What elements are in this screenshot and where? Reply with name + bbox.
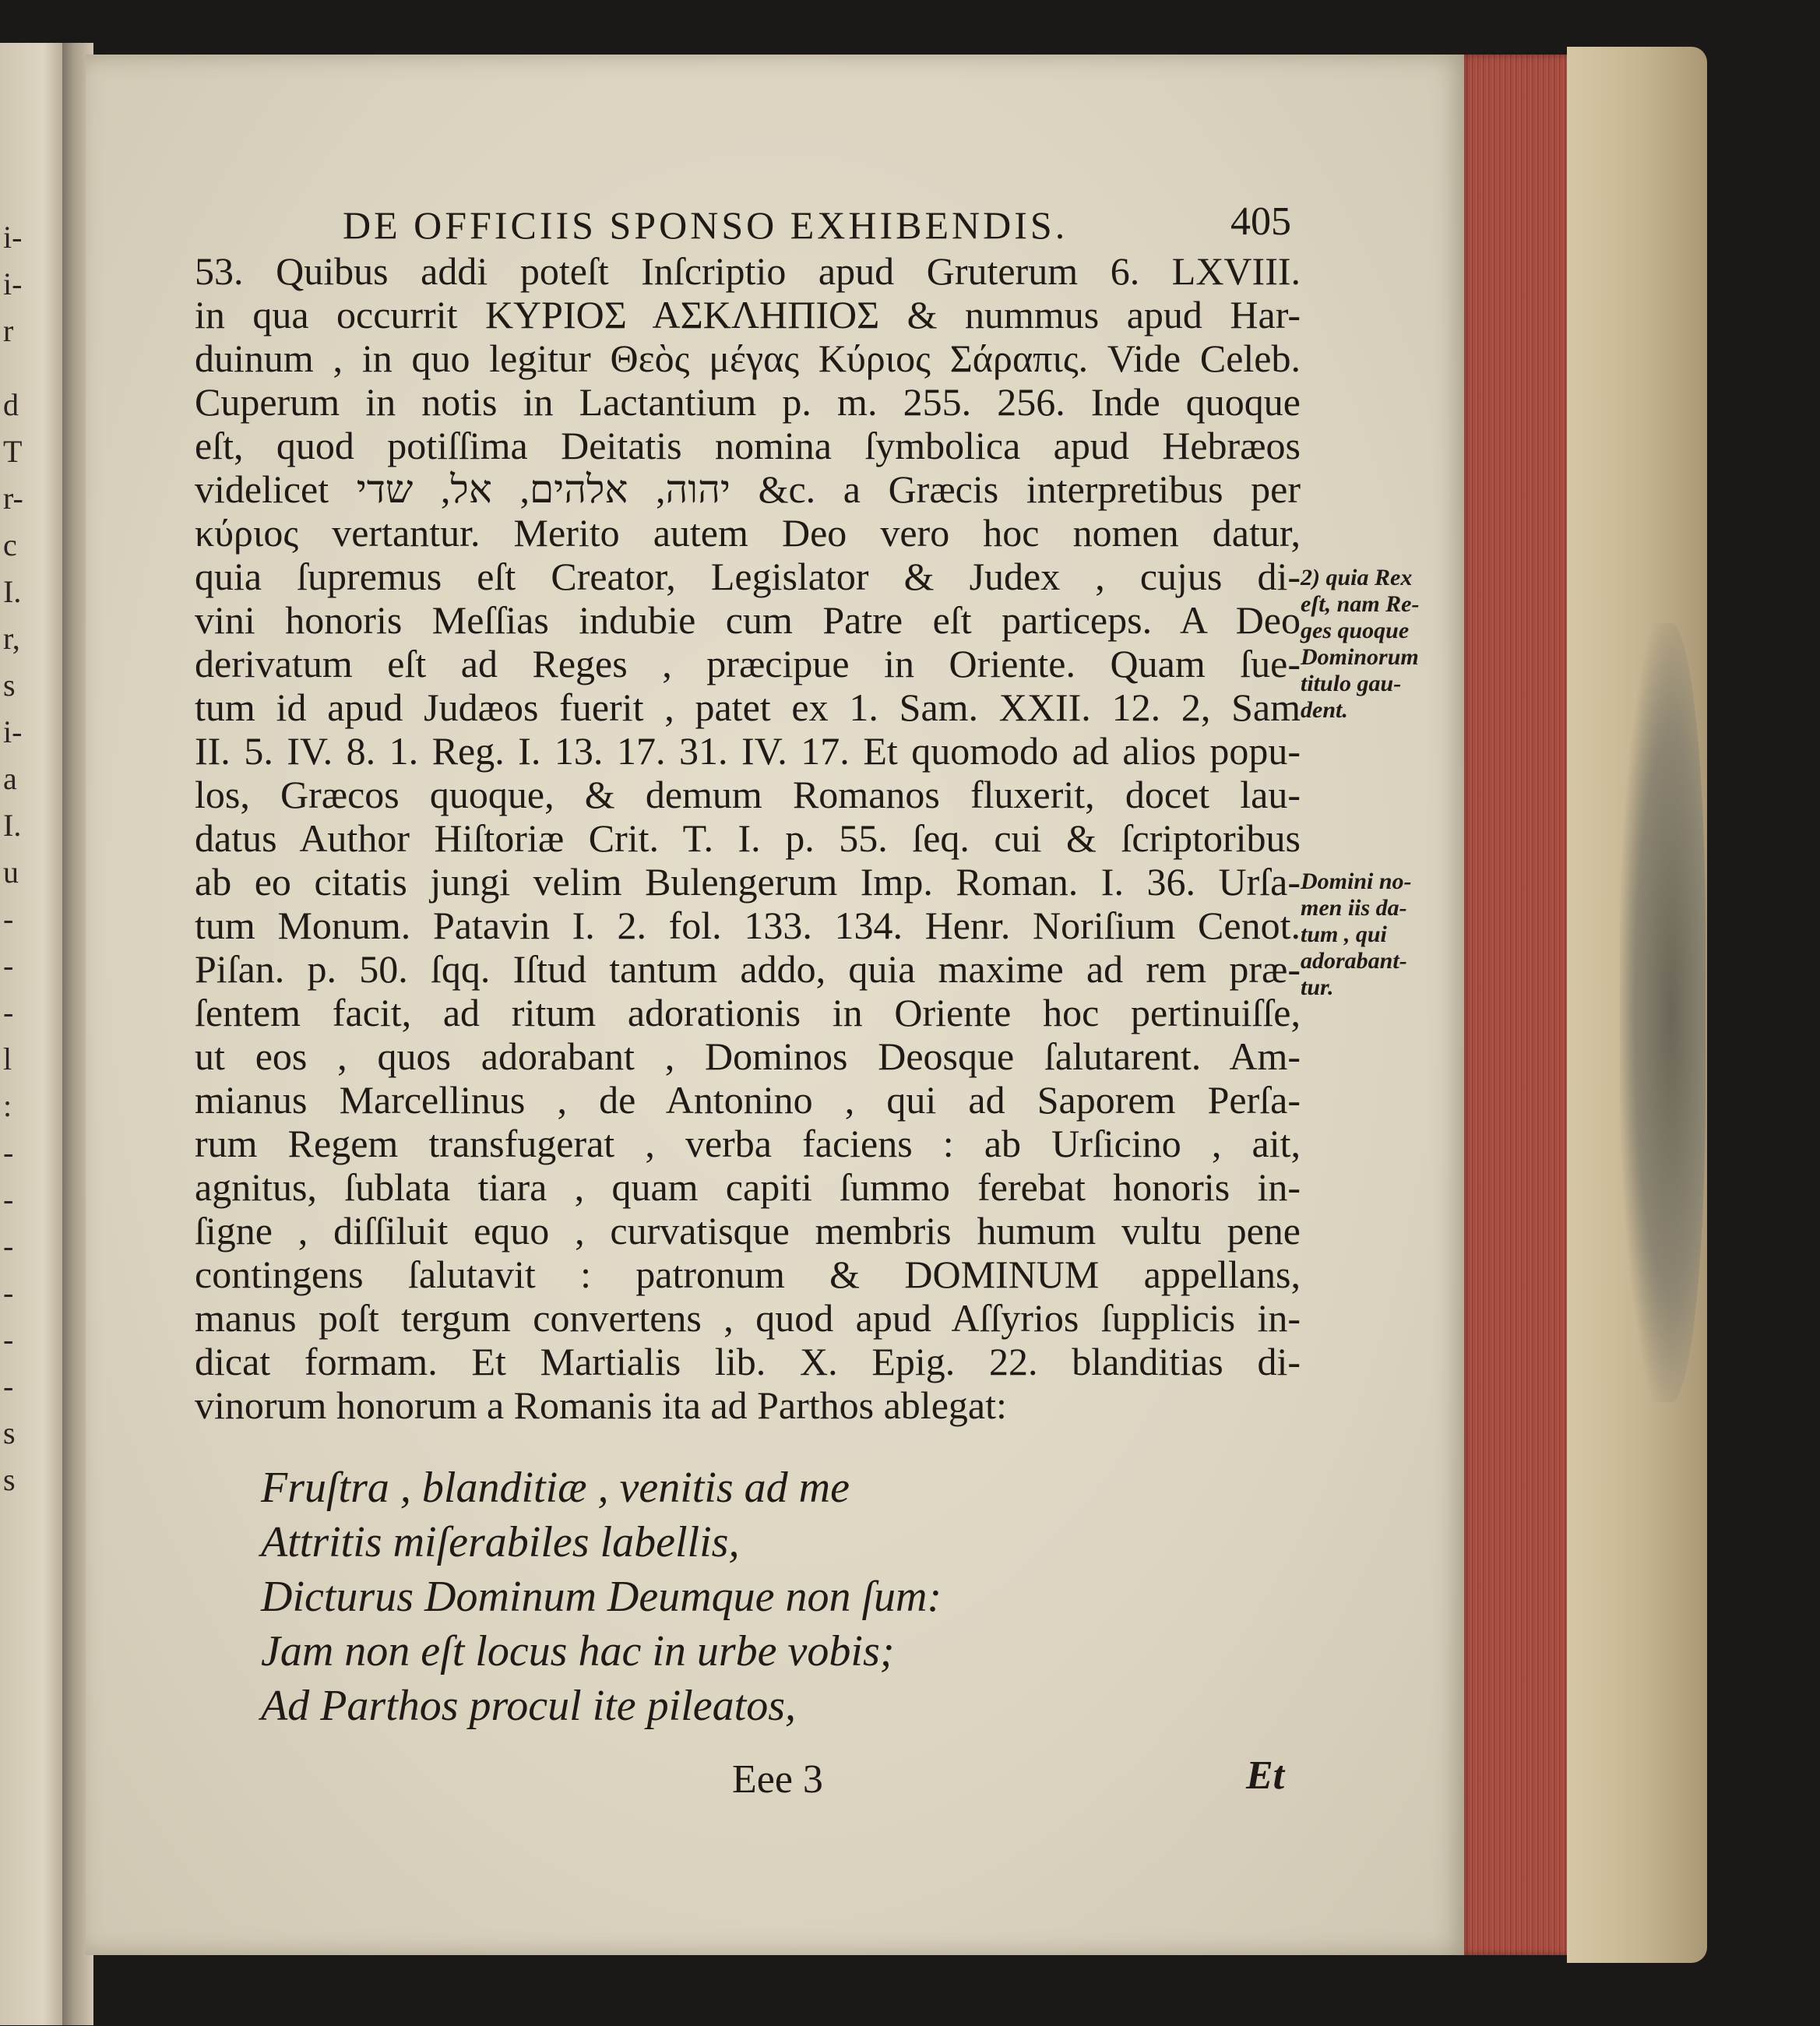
left-page-fragment: r, <box>3 621 20 656</box>
left-page-fragment: - <box>3 1228 14 1263</box>
body-line: II. 5. IV. 8. 1. Reg. I. 13. 17. 31. IV. 17. Et quomodo ad alios popu- <box>195 729 1301 773</box>
left-page-fragment: s <box>3 668 16 703</box>
running-title: DE OFFICIIS SPONSO EXHIBENDIS. <box>343 203 1068 247</box>
margin-note-line: titulo gau- <box>1301 671 1402 696</box>
left-page-fragment: : <box>3 1088 12 1123</box>
verse-line: Fruſtra , blanditiæ , venitis ad me <box>261 1464 850 1512</box>
verse-line: Dicturus Dominum Deumque non ſum: <box>261 1573 942 1621</box>
left-page-fragment: r <box>3 313 14 348</box>
left-page-fragment: s <box>3 1462 16 1497</box>
margin-note-line: Dominorum <box>1301 644 1419 670</box>
margin-note-line: men iis da- <box>1301 895 1407 921</box>
margin-note-line: tum , qui <box>1301 921 1387 947</box>
body-line: rum Regem transfugerat , verba faciens : ab Urſicino , ait, <box>195 1122 1301 1165</box>
body-line: duinum , in quo legitur Θεὸς μέγας Κύριος Σάραπις. Vide Celeb. <box>195 336 1301 380</box>
margin-note-line: adorabant- <box>1301 948 1407 974</box>
margin-note-line: 2) quia Rex <box>1301 565 1413 590</box>
verse-line: Jam non eſt locus hac in urbe vobis; <box>261 1627 895 1675</box>
left-page-fragment: c <box>3 527 17 562</box>
verse-line: Attritis miſerabiles labellis, <box>261 1518 740 1566</box>
left-page-fragment: - <box>3 1275 14 1310</box>
left-page-fragment: - <box>3 901 14 936</box>
body-line: contingens ſalutavit : patronum & DOMINUM appellans, <box>195 1253 1301 1296</box>
red-fore-edge <box>1458 55 1567 1955</box>
verse-line: Ad Parthos procul ite pileatos, <box>261 1682 796 1730</box>
left-page-fragment: r- <box>3 481 23 516</box>
left-page-fragment: - <box>3 1135 14 1170</box>
body-line: in qua occurrit ΚΥΡΙΟΣ ΑΣΚΛΗΠΙΟΣ & nummus apud Har- <box>195 293 1301 336</box>
catchword: Et <box>1246 1753 1285 1798</box>
body-line: tum Monum. Patavin I. 2. fol. 133. 134. Henr. Noriſium Cenot. <box>195 904 1301 947</box>
page-number: 405 <box>1230 199 1291 244</box>
right-page <box>86 55 1464 1955</box>
left-page-fragment: i- <box>3 220 23 255</box>
left-page-fragment: u <box>3 854 19 890</box>
margin-note-line: ges quoque <box>1301 618 1410 643</box>
body-line: vinorum honorum a Romanis ita ad Parthos ablegat: <box>195 1383 1007 1427</box>
body-line: Piſan. p. 50. ſqq. Iſtud tantum addo, quia maxime ad rem præ- <box>195 947 1301 991</box>
margin-note-line: eſt, nam Re- <box>1301 591 1420 617</box>
margin-note-line: tur. <box>1301 974 1334 1000</box>
body-line: quia ſupremus eſt Creator, Legislator & Judex , cujus di- <box>195 555 1301 598</box>
body-line: videlicet יהוה, אלהים, אל, שדי &c. a Græcis interpretibus per <box>195 467 1301 511</box>
cover-stain <box>1620 623 1706 1402</box>
body-line: derivatum eſt ad Reges , præcipue in Oriente. Quam ſue- <box>195 642 1301 685</box>
margin-note-line: Domini no- <box>1301 869 1412 894</box>
body-line: ſentem facit, ad ritum adorationis in Oriente hoc pertinuiſſe, <box>195 991 1301 1034</box>
margin-note-line: dent. <box>1301 697 1348 723</box>
body-line: vini honoris Meſſias indubie cum Patre eſt particeps. A Deo <box>195 598 1301 642</box>
left-page-fragment: I. <box>3 808 22 843</box>
left-page-fragment: a <box>3 761 17 796</box>
margin-note <box>1301 565 1456 724</box>
left-page-fragment: - <box>3 948 14 983</box>
left-page-edge <box>0 43 62 2025</box>
body-line: Cuperum in notis in Lactantium p. m. 255. 256. Inde quoque <box>195 380 1301 424</box>
body-line: eſt, quod potiſſima Deitatis nomina ſymbolica apud Hebræos <box>195 424 1301 467</box>
body-line: agnitus, ſublata tiara , quam capiti ſummo ferebat honoris in- <box>195 1165 1301 1209</box>
left-page-fragment: i- <box>3 714 23 749</box>
body-line: datus Author Hiſtoriæ Crit. T. I. p. 55. ſeq. cui & ſcriptoribus <box>195 816 1301 860</box>
body-line: tum id apud Judæos fuerit , patet ex 1. Sam. XXII. 12. 2, Sam <box>195 685 1301 729</box>
body-line: ſigne , diſſiluit equo , curvatisque membris humum vultu pene <box>195 1209 1301 1253</box>
body-line: 53. Quibus addi poteſt Inſcriptio apud Gruterum 6. LXVIII. <box>195 249 1301 293</box>
body-line: κύριος vertantur. Merito autem Deo vero hoc nomen datur, <box>195 511 1301 555</box>
left-page-fragment: - <box>3 1369 14 1404</box>
left-page-fragment: - <box>3 1322 14 1357</box>
body-line: mianus Marcellinus , de Antonino , qui ad Saporem Perſa- <box>195 1078 1301 1122</box>
body-line: manus poſt tergum convertens , quod apud Aſſyrios ſupplicis in- <box>195 1296 1301 1340</box>
left-page-fragment: - <box>3 1182 14 1217</box>
left-page-fragment: d <box>3 387 19 422</box>
left-page-fragment: s <box>3 1415 16 1450</box>
left-page-fragment: I. <box>3 574 22 609</box>
left-page-fragment: l <box>3 1041 12 1076</box>
margin-note <box>1301 869 1456 1001</box>
body-line: dicat formam. Et Martialis lib. X. Epig. 22. blanditias di- <box>195 1340 1301 1383</box>
body-line: los, Græcos quoque, & demum Romanos fluxerit, docet lau- <box>195 773 1301 816</box>
signature-mark: Eee 3 <box>732 1757 823 1802</box>
body-line: ut eos , quos adorabant , Dominos Deosque ſalutarent. Am- <box>195 1034 1301 1078</box>
left-page-fragment: T <box>3 434 23 469</box>
left-page-fragment: i- <box>3 266 23 301</box>
body-line: ab eo citatis jungi velim Bulengerum Imp. Roman. I. 36. Urſa- <box>195 860 1301 904</box>
left-page-fragment: - <box>3 995 14 1030</box>
